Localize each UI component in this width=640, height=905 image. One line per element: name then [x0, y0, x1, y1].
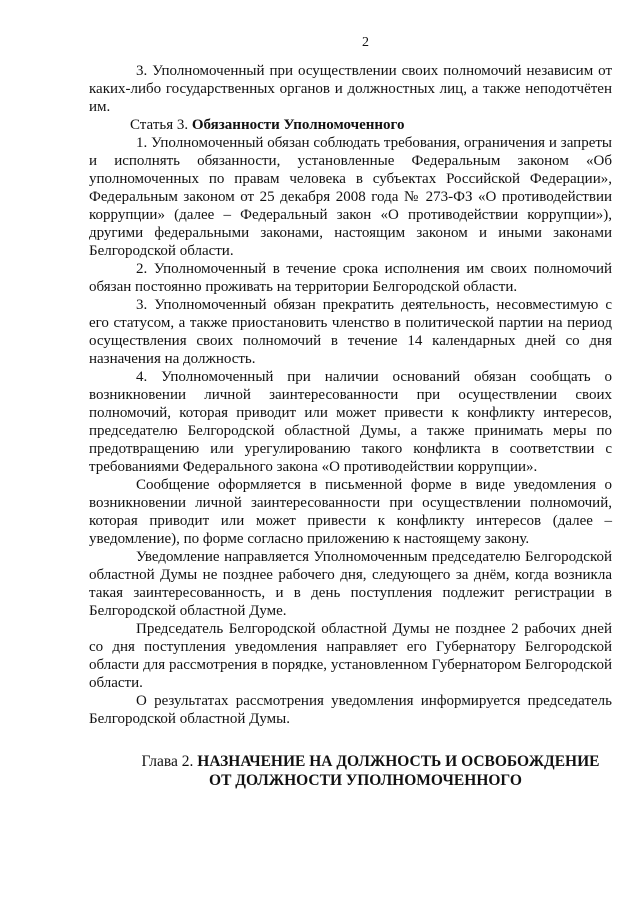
chapter-2-heading [89, 752, 612, 790]
article-2-paragraph-3: 3. Уполномоченный при осуществлении своих полномочий независим от каких-либо государственных органов и должностных лиц, а также неподотчётен им. [89, 63, 612, 115]
article-3-title: Обязанности Уполномоченного [191, 117, 405, 133]
article-3-paragraph-2: 2. Уполномоченный в течение срока исполнения им своих полномочий обязан постоянно проживать на территории Белгородской области. [89, 261, 612, 295]
article-3-paragraph-3: 3. Уполномоченный обязан прекратить деятельность, несовместимую с его статусом, а также приостановить членство в политической партии на период осуществления своих полномочий в течение 14 календарных дней со дня назначения на должность. [89, 297, 612, 367]
chapter-2-title-line-2: ОТ ДОЛЖНОСТИ УПОЛНОМОЧЕННОГО [209, 772, 522, 789]
page-number: 2 [362, 35, 369, 50]
article-3-heading [89, 116, 612, 134]
article-3-paragraph-7: Председатель Белгородской областной Думы не позднее 2 рабочих дней со дня поступления уведомления направляет его Губернатору Белгородской области для рассмотрения в порядке, установленном Губернатором Белгородской области. [89, 621, 612, 691]
article-3-paragraph-1: 1. Уполномоченный обязан соблюдать требования, ограничения и запреты и исполнять обязанности, установленные Федеральным законом «Об уполномоченных по правам человека в субъектах Российской Федерации», Федеральным законом от 25 декабря 2008 года № 273-ФЗ «О противодействии коррупции» (далее – Федеральный закон «О противодействии коррупции»), другими федеральными законами, настоящим законом и иными законами Белгородской области. [89, 135, 612, 259]
article-3-number: Статья 3. [130, 117, 189, 133]
article-3-paragraph-4: 4. Уполномоченный при наличии оснований обязан сообщать о возникновении личной заинтересованности при осуществлении своих полномочий, которая приводит или может привести к конфликту интересов, председателю Белгородской областной Думы, а также принимать меры по предотвращению или урегулированию такого конфликта в соответствии с требованиями Федерального закона «О противодействии коррупции». [89, 369, 612, 475]
chapter-2-number: Глава 2. [141, 753, 194, 770]
article-3-paragraph-6: Уведомление направляется Уполномоченным председателю Белгородской областной Думы не позднее рабочего дня, следующего за днём, когда возникла такая заинтересованность, и в день поступления подлежит регистрации в Белгородской областной Думе. [89, 549, 612, 619]
article-3-paragraph-8: О результатах рассмотрения уведомления информируется председатель Белгородской областной Думы. [89, 693, 612, 727]
article-3-paragraph-5: Сообщение оформляется в письменной форме в виде уведомления о возникновении личной заинтересованности при осуществлении полномочий, которая приводит или может привести к конфликту интересов (далее – уведомление), по форме согласно приложению к настоящему закону. [89, 477, 612, 547]
chapter-2-title-line-1: НАЗНАЧЕНИЕ НА ДОЛЖНОСТЬ И ОСВОБОЖДЕНИЕ [197, 753, 600, 770]
